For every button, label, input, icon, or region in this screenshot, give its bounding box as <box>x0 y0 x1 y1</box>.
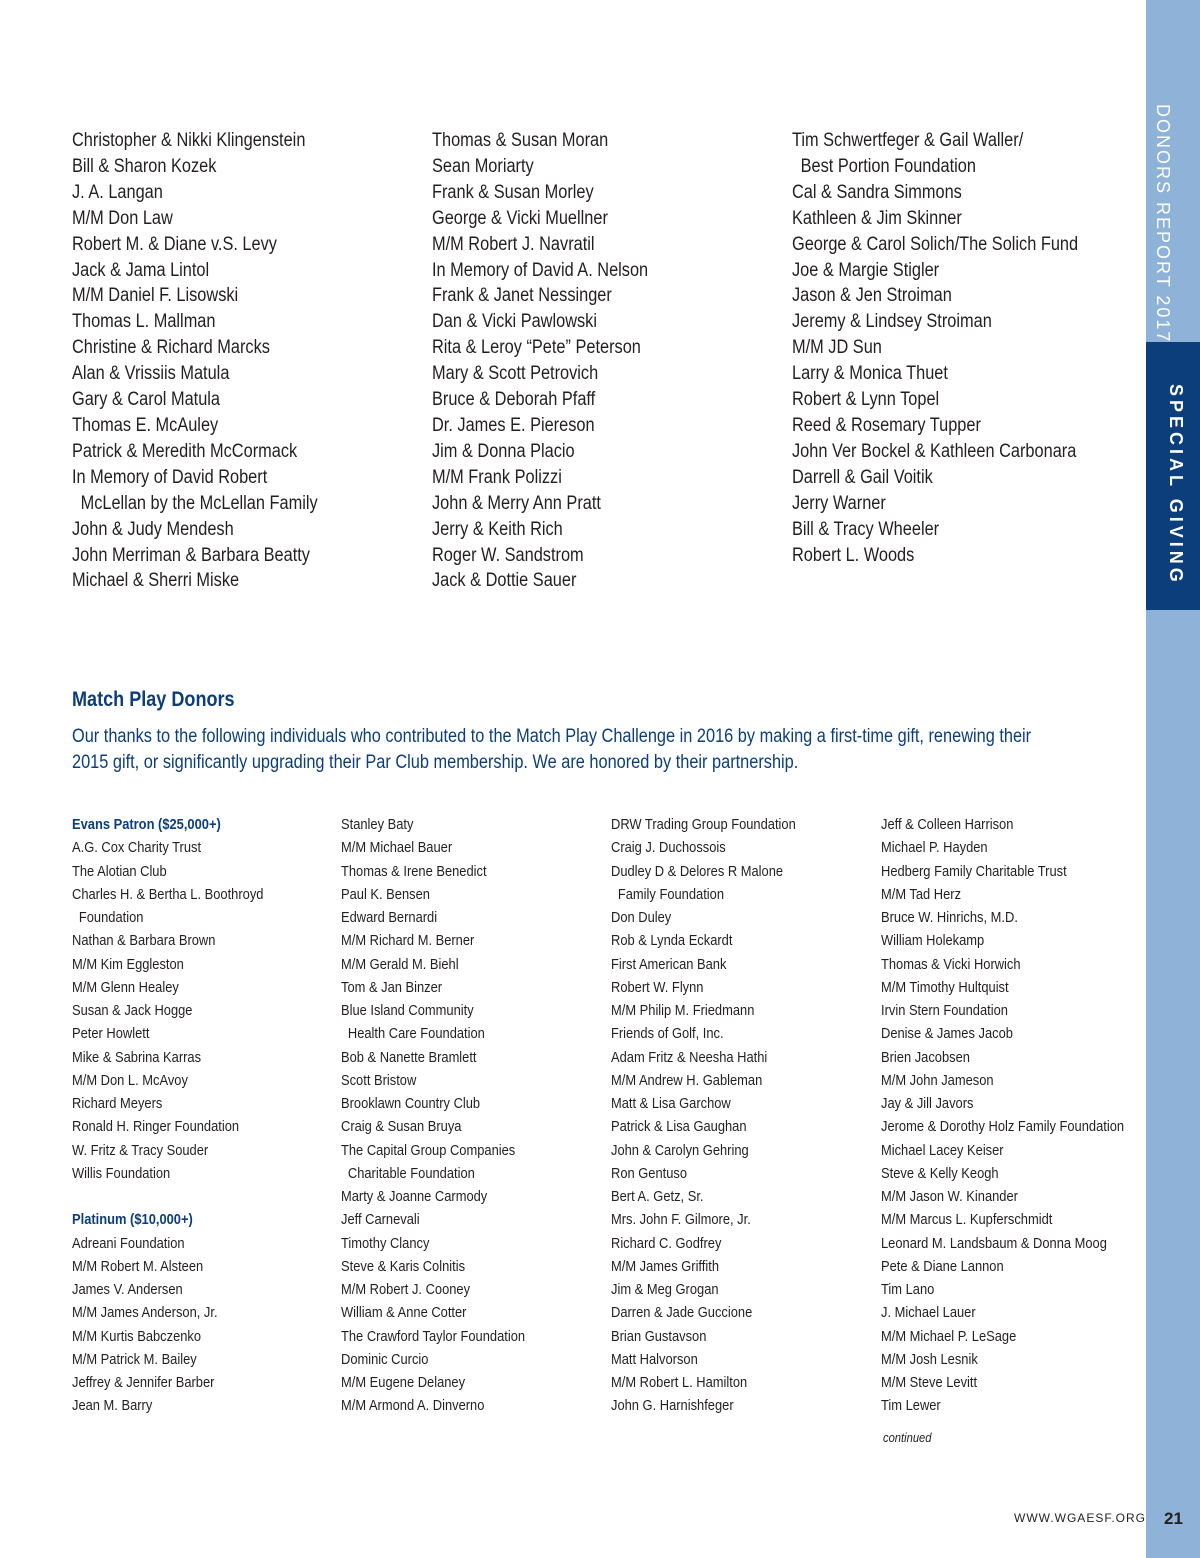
donor-name: First American Bank <box>611 955 727 973</box>
donor-name: M/M Andrew H. Gableman <box>611 1071 763 1089</box>
donor-name: Tim Lano <box>881 1281 935 1298</box>
donor-name: Ron Gentuso <box>611 1164 688 1182</box>
donor-name: J. A. Langan <box>72 181 163 203</box>
donor-name: Adam Fritz & Neesha Hathi <box>611 1048 768 1066</box>
match-column-4 <box>881 813 1124 1418</box>
donor-name: M/M Timothy Hultquist <box>881 978 1009 996</box>
donor-name: Cal & Sandra Simmons <box>792 181 962 203</box>
donor-name: Jerry Warner <box>792 492 886 514</box>
donor-name: M/M Eugene Delaney <box>341 1374 466 1391</box>
match-column-2 <box>341 813 525 1418</box>
spacer <box>72 1185 263 1208</box>
donor-name: Peter Howlett <box>72 1025 150 1043</box>
continued-note: continued <box>883 1430 932 1445</box>
donor-name: Timothy Clancy <box>341 1234 430 1252</box>
donor-name: Paul K. Bensen <box>341 885 430 903</box>
donor-column-2 <box>432 128 648 594</box>
donor-name: M/M John Jameson <box>881 1071 994 1089</box>
donor-name: Matt & Lisa Garchow <box>611 1095 731 1112</box>
donor-name: Sean Moriarty <box>432 155 534 177</box>
donor-name: Robert M. & Diane v.S. Levy <box>72 233 277 255</box>
donor-name: Charles H. & Bertha L. Boothroyd <box>72 885 264 903</box>
donor-name: M/M Michael Bauer <box>341 839 453 857</box>
donor-name: Jeff Carnevali <box>341 1211 420 1229</box>
donor-name: Michael Lacey Keiser <box>881 1141 1004 1159</box>
donor-name: M/M Jason W. Kinander <box>881 1188 1018 1205</box>
donor-name: M/M Patrick M. Bailey <box>72 1350 197 1368</box>
donor-name: Brian Gustavson <box>611 1327 707 1345</box>
donor-name: M/M Tad Herz <box>881 885 962 903</box>
donor-name: J. Michael Lauer <box>881 1304 976 1322</box>
donor-name: Michael & Sherri Miske <box>72 570 240 592</box>
donor-name: Dudley D & Delores R Malone <box>611 862 784 880</box>
donor-name: M/M Robert J. Navratil <box>432 233 595 255</box>
donor-name: John & Judy Mendesh <box>72 518 234 540</box>
donor-name: Jim & Donna Placio <box>432 440 575 462</box>
donor-name: M/M Don L. McAvoy <box>72 1071 188 1089</box>
donor-name: Nathan & Barbara Brown <box>72 932 216 950</box>
donor-name: The Capital Group Companies <box>341 1141 516 1159</box>
donor-name: M/M Michael P. LeSage <box>881 1327 1017 1345</box>
match-play-heading: Match Play Donors <box>72 688 235 711</box>
donor-name: M/M Philip M. Friedmann <box>611 1002 755 1019</box>
donor-name-continuation: Foundation <box>78 909 144 926</box>
donor-name: Rob & Lynda Eckardt <box>611 932 733 950</box>
donor-name: A.G. Cox Charity Trust <box>72 839 202 857</box>
donor-name: Bill & Tracy Wheeler <box>792 518 940 540</box>
donor-name: Ronald H. Ringer Foundation <box>72 1118 240 1136</box>
match-play-intro <box>72 724 1031 775</box>
donor-name: Marty & Joanne Carmody <box>341 1188 488 1205</box>
donor-name: Pete & Diane Lannon <box>881 1257 1004 1275</box>
donor-name: Dan & Vicki Pawlowski <box>432 311 597 333</box>
report-title: DONORS REPORT 2017 <box>1153 104 1173 344</box>
donor-name: Dr. James E. Piereson <box>432 414 595 436</box>
donor-name: Jerry & Keith Rich <box>432 518 563 540</box>
donor-name: Blue Island Community <box>341 1002 474 1019</box>
donor-name: Scott Bristow <box>341 1071 417 1089</box>
donor-name: Irvin Stern Foundation <box>881 1002 1008 1019</box>
donor-name: Rita & Leroy “Pete” Peterson <box>432 337 641 359</box>
donor-name: Bruce & Deborah Pfaff <box>432 389 596 411</box>
donor-name: Jim & Meg Grogan <box>611 1281 719 1298</box>
donor-name: Bob & Nanette Bramlett <box>341 1048 477 1066</box>
donor-name: Dominic Curcio <box>341 1350 429 1368</box>
donor-name: James V. Andersen <box>72 1281 183 1298</box>
page-number: 21 <box>1164 1509 1183 1528</box>
donor-name: Christopher & Nikki Klingenstein <box>72 130 306 151</box>
donor-name: George & Carol Solich/The Solich Fund <box>792 233 1079 255</box>
donor-name: M/M James Anderson, Jr. <box>72 1304 218 1322</box>
donor-name: Christine & Richard Marcks <box>72 337 270 359</box>
donor-name: M/M Armond A. Dinverno <box>341 1397 485 1415</box>
donor-name: Steve & Karis Colnitis <box>341 1257 466 1275</box>
donor-name: John Ver Bockel & Kathleen Carbonara <box>792 440 1077 462</box>
donor-name-continuation: Charitable Foundation <box>347 1164 475 1182</box>
donor-name: M/M JD Sun <box>792 337 882 359</box>
donor-name: In Memory of David A. Nelson <box>432 259 649 281</box>
donor-name: Joe & Margie Stigler <box>792 259 940 281</box>
donor-name: M/M Gerald M. Biehl <box>341 955 459 973</box>
donor-name: Darrell & Gail Voitik <box>792 466 933 488</box>
level-heading-evans: Evans Patron ($25,000+) <box>72 816 221 833</box>
donor-name: Mike & Sabrina Karras <box>72 1048 202 1066</box>
donor-name: Jeremy & Lindsey Stroiman <box>792 311 992 333</box>
donor-name: W. Fritz & Tracy Souder <box>72 1141 209 1159</box>
donor-name: M/M Steve Levitt <box>881 1374 978 1391</box>
donor-name: M/M Josh Lesnik <box>881 1350 978 1368</box>
donor-name: Robert W. Flynn <box>611 978 704 996</box>
donor-name: Darren & Jade Guccione <box>611 1304 753 1322</box>
donor-name: Kathleen & Jim Skinner <box>792 207 962 229</box>
donor-name: Michael P. Hayden <box>881 839 988 857</box>
donor-name: Gary & Carol Matula <box>72 389 221 411</box>
donor-name: M/M Glenn Healey <box>72 978 179 996</box>
donor-name: Frank & Janet Nessinger <box>432 285 612 307</box>
donor-name: Steve & Kelly Keogh <box>881 1164 999 1182</box>
donor-name: Jay & Jill Javors <box>881 1095 974 1112</box>
donor-name: Jeffrey & Jennifer Barber <box>72 1374 215 1391</box>
section-title-vertical: SPECIAL GIVING <box>1166 384 1186 586</box>
donor-name: William Holekamp <box>881 932 985 950</box>
donor-name: The Crawford Taylor Foundation <box>341 1327 526 1345</box>
donor-name: Craig & Susan Bruya <box>341 1118 462 1136</box>
donor-name: Adreani Foundation <box>72 1234 185 1252</box>
donor-name: Jerome & Dorothy Holz Family Foundation <box>881 1118 1125 1136</box>
donor-name: Roger W. Sandstrom <box>432 544 584 566</box>
level-heading-platinum: Platinum ($10,000+) <box>72 1211 193 1229</box>
match-column-3 <box>611 813 796 1418</box>
donor-name: Friends of Golf, Inc. <box>611 1025 724 1043</box>
donor-name: Richard Meyers <box>72 1095 163 1112</box>
donor-name: Thomas E. McAuley <box>72 414 219 436</box>
donor-name-continuation: McLellan by the McLellan Family <box>80 492 318 514</box>
donor-name: John & Merry Ann Pratt <box>432 492 601 514</box>
donor-name-continuation: Family Foundation <box>617 885 725 903</box>
donor-name: Tim Lewer <box>881 1397 941 1415</box>
donor-name: Bill & Sharon Kozek <box>72 155 217 177</box>
donor-name: Bert A. Getz, Sr. <box>611 1188 704 1205</box>
donor-column-1 <box>72 128 318 594</box>
donor-name: M/M Robert L. Hamilton <box>611 1374 748 1391</box>
donor-name: John G. Harnishfeger <box>611 1397 734 1415</box>
donor-name: Thomas & Susan Moran <box>432 130 609 151</box>
donor-name: Denise & James Jacob <box>881 1025 1013 1043</box>
donor-name: Robert & Lynn Topel <box>792 389 940 411</box>
donor-name: In Memory of David Robert <box>72 466 268 488</box>
donor-name: Larry & Monica Thuet <box>792 363 948 385</box>
donor-name: Thomas & Vicki Horwich <box>881 955 1021 973</box>
donor-name: Jeff & Colleen Harrison <box>881 816 1014 833</box>
intro-line: 2015 gift, or significantly upgrading their Par Club membership. We are honored by their partnership. <box>72 751 799 773</box>
donor-name: Tom & Jan Binzer <box>341 978 443 996</box>
donor-name: Frank & Susan Morley <box>432 181 594 203</box>
donor-name: Patrick & Meredith McCormack <box>72 440 298 462</box>
donor-name: M/M Kim Eggleston <box>72 955 184 973</box>
donor-name: George & Vicki Muellner <box>432 207 608 229</box>
donor-name: Thomas L. Mallman <box>72 311 216 333</box>
donor-name: M/M Don Law <box>72 207 173 229</box>
donor-name: Stanley Baty <box>341 816 414 833</box>
donor-name: William & Anne Cotter <box>341 1304 467 1322</box>
donor-name: Don Duley <box>611 909 672 926</box>
donor-name: Jack & Dottie Sauer <box>432 570 577 592</box>
donor-name: Jean M. Barry <box>72 1397 153 1415</box>
donor-name: Patrick & Lisa Gaughan <box>611 1118 747 1136</box>
donor-name: M/M Marcus L. Kupferschmidt <box>881 1211 1053 1229</box>
donor-name: M/M Kurtis Babczenko <box>72 1327 202 1345</box>
donor-name: Robert L. Woods <box>792 544 915 566</box>
donor-name: M/M Daniel F. Lisowski <box>72 285 239 307</box>
donor-name: Jason & Jen Stroiman <box>792 285 952 307</box>
donor-name: DRW Trading Group Foundation <box>611 816 796 833</box>
donor-name: Matt Halvorson <box>611 1350 698 1368</box>
donor-name: Jack & Jama Lintol <box>72 259 210 281</box>
donor-name: M/M James Griffith <box>611 1257 719 1275</box>
donor-name: Susan & Jack Hogge <box>72 1002 193 1019</box>
donor-name: Thomas & Irene Benedict <box>341 862 487 880</box>
donor-name: John Merriman & Barbara Beatty <box>72 544 310 566</box>
donor-name-continuation: Best Portion Foundation <box>800 155 976 177</box>
website-url: WWW.WGAESF.ORG <box>1014 1511 1146 1525</box>
donor-name: M/M Robert J. Cooney <box>341 1281 471 1298</box>
donor-name: Mary & Scott Petrovich <box>432 363 599 385</box>
donor-name-continuation: Health Care Foundation <box>347 1025 485 1043</box>
donor-name: M/M Richard M. Berner <box>341 932 475 950</box>
donor-name: Richard C. Godfrey <box>611 1234 722 1252</box>
donor-name: Brien Jacobsen <box>881 1048 970 1066</box>
donor-name: Tim Schwertfeger & Gail Waller/ <box>792 130 1024 151</box>
donor-name: Alan & Vrissiis Matula <box>72 363 230 385</box>
intro-line: Our thanks to the following individuals who contributed to the Match Play Challenge in 2016 by making a first-time gift, renewing their <box>72 726 1032 747</box>
match-column-1 <box>72 813 263 1418</box>
donor-name: M/M Robert M. Alsteen <box>72 1257 204 1275</box>
donor-name: Leonard M. Landsbaum & Donna Moog <box>881 1234 1107 1252</box>
donor-name: The Alotian Club <box>72 862 167 880</box>
donor-name: Bruce W. Hinrichs, M.D. <box>881 909 1018 926</box>
donor-column-3 <box>792 128 1078 568</box>
donor-name: Reed & Rosemary Tupper <box>792 414 981 436</box>
donor-name: Mrs. John F. Gilmore, Jr. <box>611 1211 751 1229</box>
donor-name: John & Carolyn Gehring <box>611 1141 749 1159</box>
donor-name: M/M Frank Polizzi <box>432 466 562 488</box>
donor-name: Edward Bernardi <box>341 909 438 926</box>
donor-name: Brooklawn Country Club <box>341 1095 481 1112</box>
donor-name: Craig J. Duchossois <box>611 839 726 857</box>
donor-name: Hedberg Family Charitable Trust <box>881 862 1067 880</box>
donor-name: Willis Foundation <box>72 1164 171 1182</box>
